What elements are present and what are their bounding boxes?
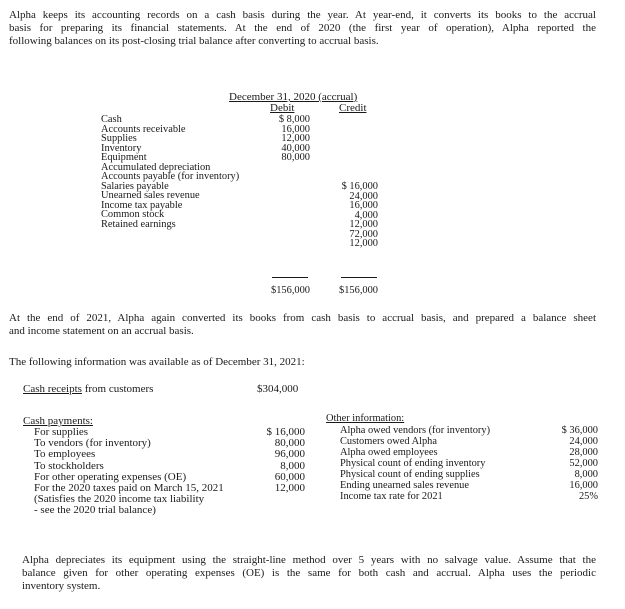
closing-line: Alpha depreciates its equipment using the straight-line method over 5 years with no salvage value. Assume that the xyxy=(22,554,596,566)
other-info-item: Income tax rate for 2021 xyxy=(340,491,443,502)
account-name: Accumulated depreciation xyxy=(101,161,211,173)
credit-value: 16,000 xyxy=(349,200,378,211)
other-info-items xyxy=(340,425,490,502)
other-info-amount: 8,000 xyxy=(574,469,598,480)
cash-payment-item: To employees xyxy=(34,448,96,461)
debit-header: Debit xyxy=(270,102,295,114)
cash-payment-amount: $ 16,000 xyxy=(266,426,305,438)
debit-value: $ 8,000 xyxy=(278,114,310,125)
other-info-amount: 16,000 xyxy=(569,480,598,491)
cash-payment-amount: 12,000 xyxy=(274,481,305,494)
credit-total-rule xyxy=(341,277,377,278)
account-name: Income tax payable xyxy=(101,199,183,211)
cash-payment-amount: 96,000 xyxy=(274,448,305,461)
credit-header: Credit xyxy=(339,102,367,114)
account-name: Inventory xyxy=(101,142,142,154)
credit-total: $156,000 xyxy=(339,285,378,296)
account-name: Salaries payable xyxy=(101,180,169,192)
credit-value: 24,000 xyxy=(349,190,378,202)
account-name: Accounts receivable xyxy=(101,123,186,135)
other-info-amount: 25% xyxy=(578,491,598,502)
cash-receipts-amount: $304,000 xyxy=(257,383,299,395)
cash-payment-item: (Satisfies the 2020 income tax liability xyxy=(34,493,205,506)
cash-payment-item: To stockholders xyxy=(34,459,104,472)
credit-value: 4,000 xyxy=(354,209,378,221)
intro-line: basis for preparing its financial statements. At the end of 2020 (the first year of operation), Alpha reported the xyxy=(9,22,596,34)
closing-line: inventory system. xyxy=(22,580,101,592)
closing-paragraph xyxy=(22,554,596,593)
other-info-amount: 52,000 xyxy=(569,458,598,469)
cash-payment-item: - see the 2020 trial balance) xyxy=(34,504,156,517)
other-info-item: Alpha owed employees xyxy=(340,447,438,458)
cash-payments-header: Cash payments: xyxy=(23,415,93,427)
cash-payment-amount: 8,000 xyxy=(280,459,305,472)
cash-payment-item: To vendors (for inventory) xyxy=(34,437,151,450)
other-info-item: Physical count of ending supplies xyxy=(340,469,480,480)
debit-value: 40,000 xyxy=(281,142,310,154)
account-name: Supplies xyxy=(101,133,137,144)
other-info-item: Customers owed Alpha xyxy=(340,436,437,447)
conversion-line: and income statement on an accrual basis. xyxy=(9,325,194,337)
cash-payment-item: For supplies xyxy=(34,426,89,438)
cash-payments-amounts xyxy=(240,427,305,494)
intro-paragraph xyxy=(9,9,596,48)
intro-line: Alpha keeps its accounting records on a cash basis during the year. At year-end, it converts its books to the accrual xyxy=(9,9,596,21)
cash-receipts-rest: from customers xyxy=(81,383,154,395)
cash-payments-items xyxy=(34,427,224,517)
debit-column xyxy=(250,115,310,163)
cash-receipts-label xyxy=(23,383,153,396)
conversion-paragraph xyxy=(9,312,596,338)
cash-payment-item: For the 2020 taxes paid on March 15, 2021 xyxy=(34,481,224,494)
credit-column xyxy=(318,182,378,249)
account-name: Cash xyxy=(101,114,122,125)
trial-balance-title: December 31, 2020 (accrual) xyxy=(229,91,358,103)
trial-balance-accounts xyxy=(101,115,239,229)
conversion-line: At the end of 2021, Alpha again converted its books from cash basis to accrual basis, and prepared a balance sheet xyxy=(9,312,596,324)
debit-value: 80,000 xyxy=(281,152,310,163)
account-name: Unearned sales revenue xyxy=(101,190,200,201)
other-info-amount: 28,000 xyxy=(569,447,598,458)
account-name: Accounts payable (for inventory) xyxy=(101,171,240,182)
info-line: The following information was available as of December 31, 2021: xyxy=(9,356,305,368)
other-info-item: Ending unearned sales revenue xyxy=(340,480,469,491)
debit-value: 16,000 xyxy=(281,123,310,135)
credit-value: 12,000 xyxy=(349,238,378,249)
account-name: Equipment xyxy=(101,152,147,163)
credit-value: 72,000 xyxy=(349,228,378,240)
other-info-amounts xyxy=(540,425,598,502)
cash-payment-item: For other operating expenses (OE) xyxy=(34,470,187,483)
other-info-item: Physical count of ending inventory xyxy=(340,458,486,469)
other-info-amount: 24,000 xyxy=(569,436,598,447)
other-info-header: Other information: xyxy=(326,413,405,424)
closing-line: balance given for other operating expenses (OE) is the same for both cash and accrual. Alpha uses the periodic xyxy=(22,567,596,579)
cash-payment-amount: 60,000 xyxy=(274,470,305,483)
other-info-item: Alpha owed vendors (for inventory) xyxy=(340,425,491,436)
account-name: Retained earnings xyxy=(101,218,176,230)
credit-value: $ 16,000 xyxy=(341,181,378,192)
debit-total: $156,000 xyxy=(271,285,310,296)
cash-receipts-underlined: Cash receipts xyxy=(23,383,82,395)
credit-value: 12,000 xyxy=(349,219,378,230)
debit-total-rule xyxy=(272,277,308,278)
debit-value: 12,000 xyxy=(281,133,310,144)
intro-line: following balances on its post-closing trial balance after converting to accrual basis. xyxy=(9,35,379,47)
other-info-amount: $ 36,000 xyxy=(561,425,598,436)
account-name: Common stock xyxy=(101,209,165,220)
cash-payment-amount: 80,000 xyxy=(274,437,305,450)
